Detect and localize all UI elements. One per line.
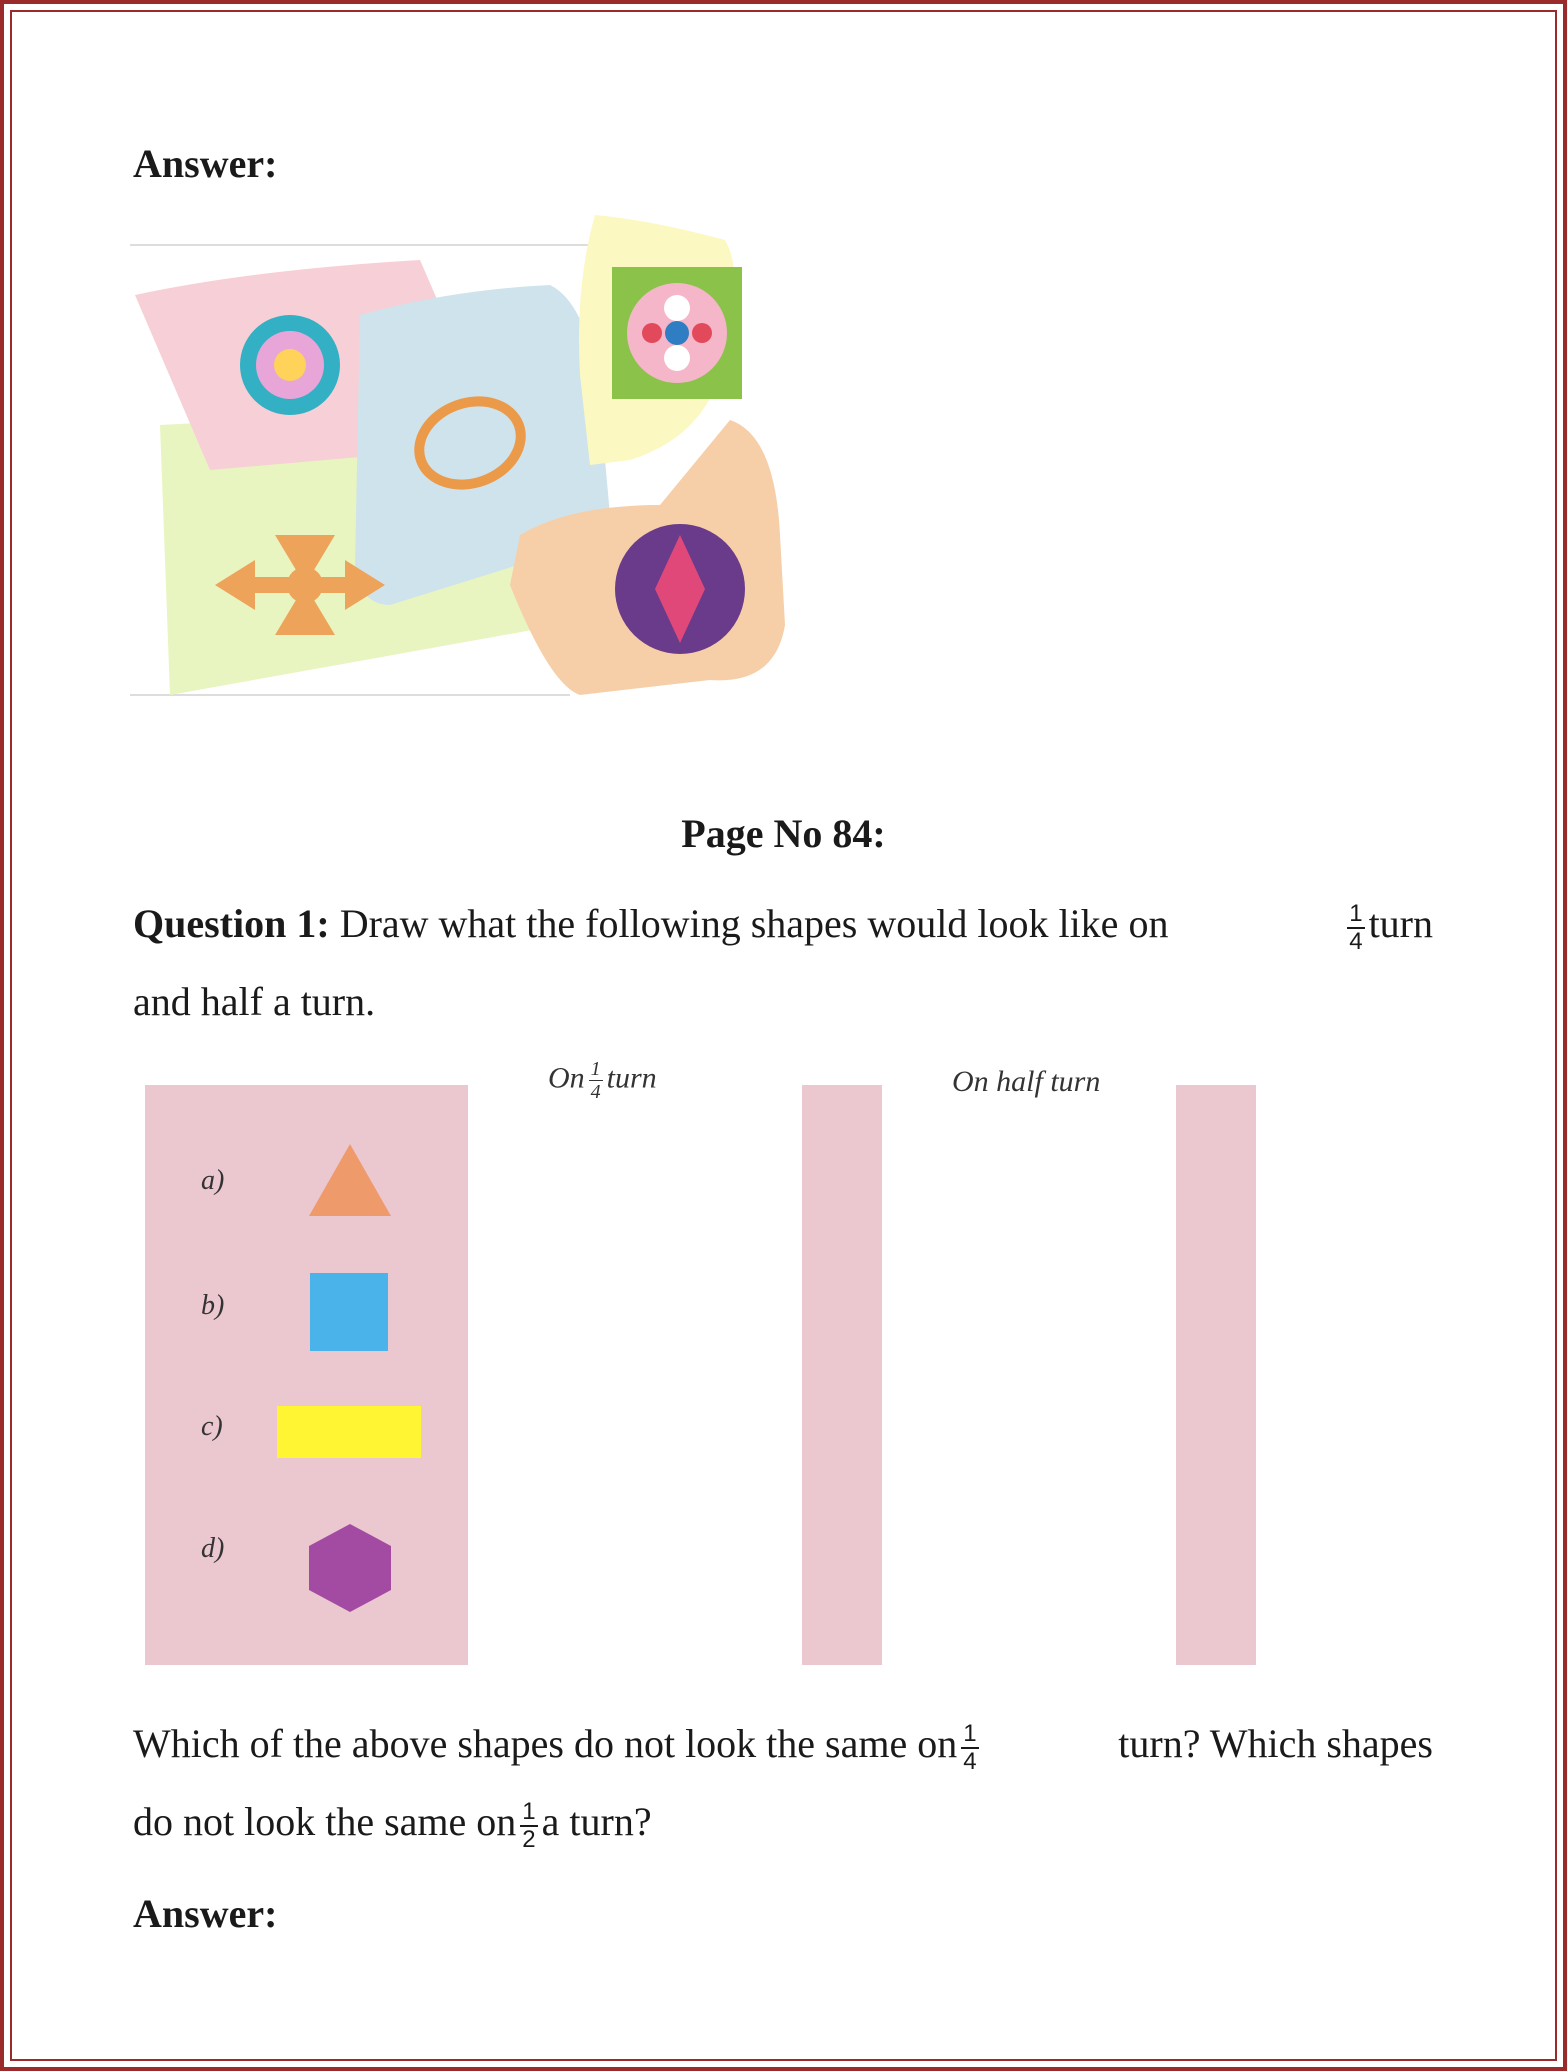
follow-up-line2 bbox=[133, 1783, 1433, 1861]
quarter-header-numerator: 1 bbox=[590, 1058, 601, 1080]
quarter-turn-column-header bbox=[548, 1058, 657, 1103]
quarter-header-denominator: 4 bbox=[590, 1081, 601, 1103]
fraction-numerator: 1 bbox=[1349, 899, 1363, 927]
follow-up-text-1: Which of the above shapes do not look the same on bbox=[133, 1721, 958, 1766]
question-text-line2: and half a turn. bbox=[133, 979, 376, 1024]
row-label-d: d) bbox=[201, 1533, 225, 1564]
square-shape bbox=[310, 1273, 388, 1351]
follow-up-frac1-denominator: 4 bbox=[963, 1747, 977, 1775]
question-fraction-group bbox=[1343, 885, 1433, 963]
quarter-header-fraction bbox=[589, 1058, 603, 1103]
follow-up-text-4: a turn? bbox=[541, 1799, 652, 1844]
answer-heading: Answer: bbox=[133, 141, 278, 186]
triangle-shape bbox=[305, 1140, 395, 1220]
question-text-line1 bbox=[133, 885, 1168, 963]
page-number-heading: Page No 84: bbox=[681, 811, 886, 856]
follow-up-text-3: do not look the same on bbox=[133, 1799, 517, 1844]
row-label-c: c) bbox=[201, 1411, 223, 1442]
question-paragraph bbox=[133, 885, 1433, 1041]
fraction-denominator: 4 bbox=[1349, 927, 1363, 955]
quarter-header-suffix: turn bbox=[606, 1061, 657, 1095]
half-turn-column-header: On half turn bbox=[952, 1065, 1101, 1098]
follow-up-frac1-numerator: 1 bbox=[963, 1719, 977, 1747]
follow-up-line1-start bbox=[133, 1705, 983, 1783]
follow-up-frac2-denominator: 2 bbox=[522, 1825, 536, 1853]
rectangle-shape bbox=[277, 1406, 421, 1458]
answer-heading-2: Answer: bbox=[133, 1891, 278, 1936]
follow-up-half-fraction bbox=[520, 1799, 537, 1853]
question-text: Draw what the following shapes would look like on bbox=[339, 901, 1169, 946]
original-shapes-panel bbox=[145, 1085, 468, 1665]
quarter-fraction bbox=[1347, 901, 1364, 955]
hexagon-shape bbox=[305, 1520, 395, 1616]
question-turn-word: turn bbox=[1368, 901, 1433, 946]
quarter-header-prefix: On bbox=[548, 1061, 585, 1095]
follow-up-quarter-fraction bbox=[961, 1721, 978, 1775]
shapes-collage-image bbox=[130, 205, 830, 705]
follow-up-frac2-numerator: 1 bbox=[522, 1797, 536, 1825]
follow-up-question bbox=[133, 1705, 1433, 1861]
row-label-b: b) bbox=[201, 1290, 225, 1321]
quarter-turn-answer-column bbox=[802, 1085, 882, 1665]
follow-up-text-2: turn? Which shapes bbox=[1118, 1721, 1433, 1766]
row-label-a: a) bbox=[201, 1165, 225, 1196]
question-label: Question 1: bbox=[133, 901, 330, 946]
half-turn-answer-column bbox=[1176, 1085, 1256, 1665]
